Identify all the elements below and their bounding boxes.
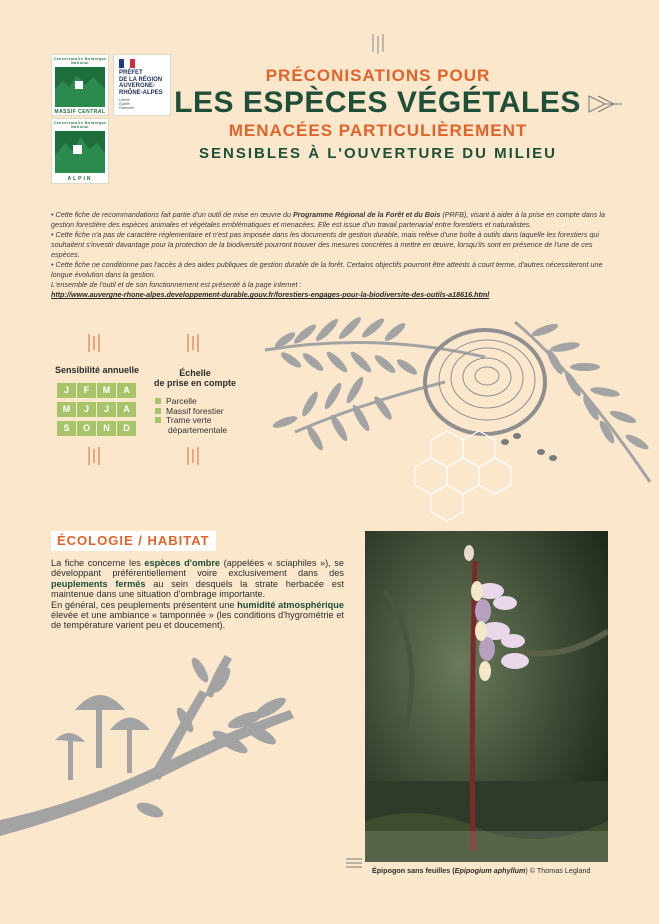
caption-credit: ) © Thomas Legland xyxy=(525,866,591,875)
caption-species: Epipogium aphyllum xyxy=(454,866,526,875)
prefet-lines xyxy=(119,70,163,96)
month-sep: S xyxy=(57,421,76,436)
title-line-3: MENACÉES PARTICULIÈREMENT xyxy=(228,121,528,140)
logo-cbn-alpin xyxy=(51,118,109,184)
bars-decoration-right-bottom xyxy=(186,447,200,465)
prefet-line-4: RHÔNE-ALPES xyxy=(119,89,163,96)
month-grid xyxy=(57,383,137,439)
motto-2: Égalité xyxy=(119,102,130,106)
caption-prefix: Épipogon sans feuilles ( xyxy=(372,866,455,875)
orchid-photo-illustration xyxy=(365,531,608,862)
echelle-item-departementale: départementale xyxy=(168,424,228,435)
title-line-1: PRÉCONISATIONS POUR xyxy=(265,66,491,85)
month-aug: A xyxy=(117,402,136,417)
echelle-title-2: de prise en compte xyxy=(153,378,237,388)
species-photo xyxy=(365,531,608,862)
logo-massif-central-label: MASSIF CENTRAL xyxy=(54,109,106,115)
motto-1: Liberté xyxy=(119,98,130,102)
echelle-item-label-2: Massif forestier xyxy=(166,405,224,416)
month-jun: J xyxy=(77,402,96,417)
ecologie-p1 xyxy=(51,558,344,600)
prefet-motto xyxy=(119,98,134,110)
logo-green-block xyxy=(55,67,105,107)
prefet-line-3: AUVERGNE- xyxy=(119,83,156,89)
photo-caption xyxy=(372,866,612,875)
echelle-item-label-3: Trame verte xyxy=(166,415,212,425)
echelle-title xyxy=(145,368,245,388)
intro-p4: L'ensemble de l'outil et de son fonctionnement est présenté à la page internet : xyxy=(51,280,302,289)
eco-t2: (appelées « sciaphiles »), se développant préférentiellement voire exclusivement dans des xyxy=(51,558,344,579)
green-square-icon xyxy=(155,408,161,414)
eco-b2: peuplements fermés xyxy=(51,578,146,589)
eco-b3: humidité atmosphérique xyxy=(237,599,344,610)
echelle-title-1: Échelle xyxy=(179,368,211,378)
green-square-icon xyxy=(155,398,161,404)
title-line-4: SENSIBLES À L'OUVERTURE DU MILIEU xyxy=(199,145,557,162)
logo-cbn-massif-central xyxy=(51,54,109,116)
logo-green-block-2 xyxy=(55,131,105,173)
bars-decoration-left-top xyxy=(87,334,101,352)
fern-tree-rings-illustration xyxy=(255,312,659,527)
page-title: LES ESPÈCES VÉGÉTALES xyxy=(174,86,581,119)
ecologie-section-title: ÉCOLOGIE / HABITAT xyxy=(51,531,216,551)
echelle-item-label-1: Parcelle xyxy=(166,396,197,406)
intro-p1-prfb: Programme Régional de la Forêt et du Bois xyxy=(293,210,441,219)
month-mar: M xyxy=(97,383,116,398)
logo-cbn-small-text: Conservatoire Botanique National xyxy=(53,57,107,65)
month-nov: N xyxy=(97,421,116,436)
eco-t3: au sein desquels la strate herbacée est maintenue dans une situation d'ombrage importante. xyxy=(51,578,344,600)
month-apr: A xyxy=(117,383,136,398)
green-square-icon xyxy=(155,417,161,423)
eco-b1: espèces d'ombre xyxy=(144,558,221,568)
mountain-icon-2 xyxy=(55,131,105,173)
ecologie-text xyxy=(51,558,344,631)
prefet-line-2: DE LA RÉGION xyxy=(119,76,163,83)
caption-bars-icon xyxy=(346,856,362,870)
intro-link[interactable]: http://www.auvergne-rhone-alpes.developpement-durable.gouv.fr/forestiers-engages-pour-la-biodiversite-des-outils-a18616.html xyxy=(51,290,490,299)
bars-decoration-right-top xyxy=(186,334,200,352)
intro-notes xyxy=(51,210,611,300)
intro-p1 xyxy=(51,210,611,230)
intro-p1-c: (PRFB), visant à aider à la prise en compte dans la gestion forestière des espèces animales et végétales emblématiques et menacées. Elle est issue d'un travail partenarial entre forestiers et naturalistes. xyxy=(51,210,605,229)
logo-alpin-label: ALPIN xyxy=(67,176,93,182)
month-dec: D xyxy=(117,421,136,436)
logo-prefet-region xyxy=(113,54,171,116)
fern-leaflets-right xyxy=(530,321,650,452)
bars-decoration-left-bottom xyxy=(87,447,101,465)
intro-p1-a: • Cette fiche de recommandations fait partie d'un outil de mise en œuvre du xyxy=(51,210,293,219)
echelle-list xyxy=(155,397,265,435)
month-jul: J xyxy=(97,402,116,417)
intro-p3: • Cette fiche ne conditionne pas l'accès à des aides publiques de gestion durable de la forêt. Certains objectifs pourront être atteints à court terme, d'autres nécessiteront une longue évolution dans la gestion. xyxy=(51,260,603,279)
month-jan: J xyxy=(57,383,76,398)
month-feb: F xyxy=(77,383,96,398)
fern-leaflets-lower xyxy=(271,375,394,452)
top-bars-decoration xyxy=(371,34,387,54)
month-may: M xyxy=(57,402,76,417)
motto-3: Fraternité xyxy=(119,106,134,110)
arrow-decoration-icon xyxy=(588,95,624,113)
logo-cbn-small-text-2: Conservatoire Botanique National xyxy=(53,121,107,129)
hexagons xyxy=(415,431,511,521)
marianne-flag-icon xyxy=(119,59,135,68)
prefet-line-1: PRÉFET xyxy=(119,70,143,76)
month-oct: O xyxy=(77,421,96,436)
eco-t4: En général, ces peuplements présentent une xyxy=(51,599,238,610)
seed-dots xyxy=(501,433,557,461)
intro-p2: • Cette fiche n'a pas de caractère réglementaire et n'est pas imposée dans les documents de gestion durable, mais relève d'une boîte à outils dans laquelle les forestiers qui souhaitent s'investir davantage pour la protection de la biodiversité pourront trouver des mesures concrètes à mettre en œuvre, lorsqu'ils sont en présence de l'une de ces espèces. xyxy=(51,230,600,259)
eco-t5: élevée et une ambiance « tamponnée » (les conditions d'hygrométrie et de température varient peu et doucement). xyxy=(51,610,344,631)
branch-mushroom-illustration xyxy=(0,650,330,840)
mountain-icon xyxy=(55,67,105,107)
ecologie-p2 xyxy=(51,600,344,631)
eco-t1: La fiche concerne les xyxy=(51,558,145,568)
sensibilite-title: Sensibilité annuelle xyxy=(54,365,140,375)
